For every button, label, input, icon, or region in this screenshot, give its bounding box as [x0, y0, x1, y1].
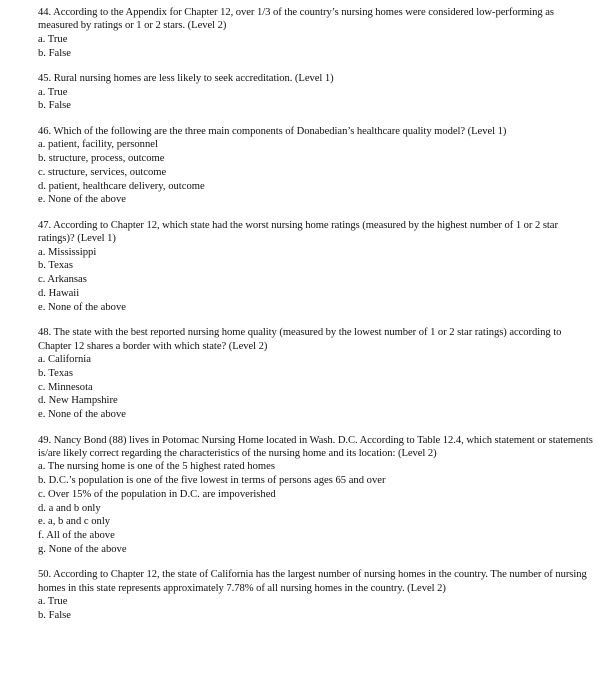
- question-44: [38, 6, 594, 60]
- answer-option: c. Arkansas: [38, 274, 87, 286]
- question-46: [38, 125, 594, 207]
- answer-option: e. None of the above: [38, 301, 126, 313]
- answer-option: a. True: [38, 596, 68, 608]
- answer-option: b. D.C.’s population is one of the five lowest in terms of persons ages 65 and over: [38, 475, 386, 487]
- answer-option: c. structure, services, outcome: [38, 166, 167, 178]
- answer-option: b. False: [38, 47, 71, 59]
- answer-option: a. California: [38, 354, 91, 366]
- answer-option: d. a and b only: [38, 502, 101, 514]
- question-48: [38, 326, 594, 421]
- answer-option: a. The nursing home is one of the 5 highest rated homes: [38, 461, 275, 473]
- answer-option: a. patient, facility, personnel: [38, 139, 158, 151]
- question-text: 46. Which of the following are the three main components of Donabedian’s healthcare quality model? (Level 1): [38, 126, 507, 138]
- answer-option: e. None of the above: [38, 194, 126, 206]
- question-text: 48. The state with the best reported nursing home quality (measured by the lowest number of 1 or 2 star ratings) according to Chapter 12 shares a border with which state? (Level 2): [38, 327, 562, 352]
- answer-option: a. True: [38, 33, 68, 45]
- question-45: [38, 72, 594, 113]
- answer-option: e. None of the above: [38, 408, 126, 420]
- question-text: 49. Nancy Bond (88) lives in Potomac Nursing Home located in Wash. D.C. According to Table 12.4, which statement or statements is/are likely correct regarding the characteristics of the nursing home and its location: (Level 2): [38, 434, 593, 460]
- answer-option: c. Over 15% of the population in D.C. are impoverished: [38, 488, 276, 500]
- question-document: [38, 6, 594, 623]
- answer-option: a. True: [38, 86, 68, 98]
- answer-option: d. patient, healthcare delivery, outcome: [38, 180, 205, 192]
- answer-option: b. Texas: [38, 367, 73, 379]
- question-text: 45. Rural nursing homes are less likely to seek accreditation. (Level 1): [38, 73, 334, 85]
- answer-option: b. Texas: [38, 260, 73, 272]
- answer-option: f. All of the above: [38, 529, 115, 541]
- answer-option: b. False: [38, 609, 71, 621]
- answer-option: g. None of the above: [38, 543, 127, 555]
- question-text: 50. According to Chapter 12, the state of California has the largest number of nursing homes in the country. The number of nursing homes in this state represents approximately 7.78% of all nursing homes in the country. (Level 2): [38, 569, 587, 594]
- answer-option: e. a, b and c only: [38, 516, 111, 528]
- question-49: [38, 434, 594, 557]
- question-47: [38, 219, 594, 314]
- answer-option: b. structure, process, outcome: [38, 153, 165, 165]
- answer-option: d. Hawaii: [38, 287, 80, 299]
- answer-option: a. Mississippi: [38, 246, 97, 258]
- answer-option: d. New Hampshire: [38, 395, 118, 407]
- answer-option: c. Minnesota: [38, 381, 93, 393]
- question-text: 47. According to Chapter 12, which state had the worst nursing home ratings (measured by the highest number of 1 or 2 star ratings)? (Level 1): [38, 219, 558, 245]
- question-text: 44. According to the Appendix for Chapter 12, over 1/3 of the country’s nursing homes were considered low-performing as measured by ratings or 1 or 2 stars. (Level 2): [38, 7, 554, 32]
- question-50: [38, 568, 594, 622]
- answer-option: b. False: [38, 100, 71, 112]
